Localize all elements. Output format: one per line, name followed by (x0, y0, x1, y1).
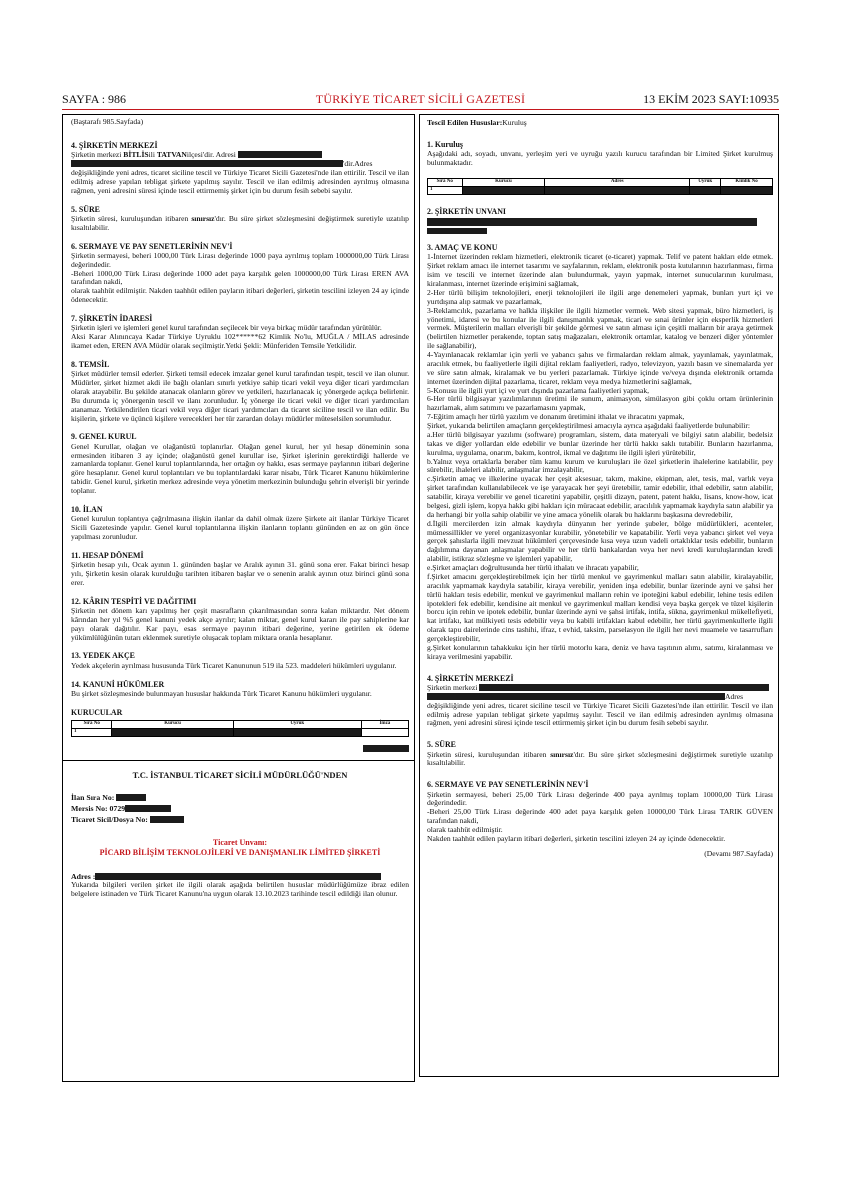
section-text: Adres (427, 693, 773, 702)
section-text: Aşağıdaki adı, soyadı, unvanı, yerleşim yeri ve uyruğu yazılı kurucu tarafından bir Limited Şirket kurulmuş bulunmaktadır. (427, 149, 773, 167)
section-temsil (71, 360, 409, 424)
table-header: Uyruk (233, 720, 361, 728)
signature-cell (361, 728, 408, 736)
section-text: Şirketin işleri ve işlemleri genel kurul tarafından seçilecek bir veya birkaç müdür tarafından yürütülür. (71, 323, 382, 333)
section-idare (71, 314, 409, 351)
purpose-item: a.Her türlü bilgisayar yazılımı (software) programları, sistem, data materyali ve bilgiyi satın alabilir, bedelsiz takas ve diğer yollardan elde edebilir ve bunlar üzerinde her türlü hakkı saklı tutabilir. Bunların hazırlanma, kurulma, uygulama, onarım, bakım, kontrol, ikmal ve dağıtımı ile ilgili işleri yürütebilir, (427, 429, 773, 457)
section-text: Şirketin net dönem karı yapılmış her çeşit masrafların çıkarılmasından sonra kalan miktardır. Net dönem kârından her yıl %5 genel kanuni yedek akçe ayrılır; kalan miktar, genel kurul kararı ile pay sahiplerine kar payı olarak dağıtılır. Kar payı, esas sermaye payının itibari değerine, yerine getirilen ek ödeme yükümlülüğünün tutarı eklenmek suretiyle oluşacak toplam miktara oranla hesaplanır. (71, 605, 409, 642)
unvan-label: Ticaret Unvanı: (212, 838, 268, 848)
section-ilan (71, 505, 409, 542)
purpose-item: 6-Her türlü bilgisayar yazılımlarının üretimi ile sunum, animasyon, simülasyon gibi çoklu ortam ürünlerinin hazırlamak, alım satımını ve pazarlamasını yapmak, (427, 394, 773, 413)
table-cell: 1 (428, 186, 463, 194)
table-header: İmza (361, 720, 408, 728)
page-number: SAYFA : 986 (62, 92, 127, 106)
table-cell: 1 (72, 728, 112, 736)
section-text: Şirketin sermayesi, beheri 1000,00 Türk Lirası değerinde 1000 paya ayrılmış toplam 1000000,00 Türk Lirası değerindedir. (71, 250, 409, 269)
section-title: 8. TEMSİL (71, 359, 110, 369)
section-text: değişikliğinde yeni adres, ticaret siciline tescil ve Türkiye Ticaret Sicili Gazetesi'nde ilan ettirilir. Tescil ve ilan edilmiş adrese yapılan tebligat şirkete yapılmış sayılır. Tescil ve ilan edilmiş adresinden ayrılmış olmasına rağmen, yeni adresini süresi içinde tescil ettirmemiş şirket için bu durum fesih sebebi sayılır. (71, 167, 409, 195)
redacted-cell (233, 728, 361, 736)
redacted-cell (112, 728, 233, 736)
section-sermaye (71, 242, 409, 306)
section-yedek-akce (71, 651, 409, 670)
ad-divider (63, 760, 414, 761)
section-kanuni (71, 680, 409, 699)
section-sure-right (427, 740, 773, 768)
section-title: 3. AMAÇ VE KONU (427, 243, 498, 253)
section-title: 9. GENEL KURUL (71, 432, 137, 442)
redacted-signature (363, 745, 409, 752)
section-hesap-donemi (71, 551, 409, 588)
table-header: Kurucu (112, 720, 233, 728)
section-kar (71, 597, 409, 643)
section-text: Şirketin süresi, kuruluşundan itibaren sınırsız'dır. Bu süre şirket sözleşmesini değiştirmek suretiyle uzatılıp kısaltılabilir. (71, 213, 409, 232)
section-text: olarak taahhüt edilmiştir. Nakden taahhüt edilen payların itibari değerleri, şirketin tescilini izleyen 24 ay içinde ödenecektir. (71, 286, 409, 305)
table-header: Kimlik No (721, 178, 773, 186)
redacted-cell (462, 186, 545, 194)
section-title: 7. ŞİRKETİN İDARESİ (71, 314, 153, 323)
purpose-item: Şirket, yukarıda belirtilen amaçların gerçekleştirilmesi amacıyla ayrıca aşağıdaki faaliyetlerde bulunabilir: (427, 421, 751, 430)
table-header: Kurucu (462, 178, 545, 186)
adres-line: Adres : (71, 872, 409, 881)
section-title: 4. ŞİRKETİN MERKEZİ (427, 673, 514, 683)
issue-date: 13 EKİM 2023 SAYI:10935 (643, 92, 779, 106)
left-column (62, 114, 415, 1082)
section-title: 6. SERMAYE VE PAY SENETLERİNİN NEV'İ (71, 241, 233, 251)
purpose-item: f.Şirket amacını gerçekleştirebilmek için her türlü menkul ve gayrimenkul malları satın alabilir, kiralayabilir, aracılık yapmamak kaydıyla satabilir, kiraya verebilir, yeniden inşa edebilir, bunlar üzerinde ayni ve şahsi her türlü hakları tesis edebilir, menkul ve gayrimenkul malların rehin ve ipoteğini kabul edebilir, lehine tesis edilen ipotekleri fek edebilir, kendisine ait menkul ve gayrimenkul malları kendisi veya başka gerçek ve tüzel kişilerin borcu için rehin ve ipotek edebilir, bunlar üzerinde ayni ve şahsi irtifak, intifa, sükna, gayrimenkul mükellefiyeti, kat irtifakı, kat mülkiyeti tesis edebilir veya bu kabili irtifakları kabul edebilir, her türlü gayrimenkullerle ilgili olarak tapu dairelerinde cins tashihi, ifraz, t evhid, taksim, parselasyon ile ilgili her nevi muamele ve tasarrufları gerçekleştirebilir, (427, 571, 773, 643)
section-title: 10. İLAN (71, 504, 103, 514)
sicil-no: Ticaret Sicil/Dosya No: (71, 815, 409, 824)
purpose-item: b.Yalnız veya ortaklarla beraber tüm kamu kurum ve kuruluşları ile özel şirketlerin ihalelerine katılabilir, pey sürebilir, ihaleleri alabilir, anlaşmalar imzalayabilir, (427, 456, 773, 475)
founder-table (427, 178, 773, 195)
section-kurulus (427, 140, 773, 195)
section-title: 4. ŞİRKETİN MERKEZİ (71, 140, 158, 150)
section-text: Şirketin merkezi BİTLİSili TATVANilçesi'dir. Adresi (71, 151, 409, 160)
section-text: Nakden taahhüt edilen payların itibari değerleri, şirketin tescilini izleyen 24 ay içinde ödenecektir. (427, 833, 726, 843)
purpose-item: g.Şirket konularının tahakkuku için her türlü motorlu kara, deniz ve hava taşıtının alımı, satımı, kiralanması ve kiraya verilmesini yapabilir. (427, 642, 773, 661)
section-kurucular (71, 708, 409, 754)
section-text: Şirketin hesap yılı, Ocak ayının 1. gününden başlar ve Aralık ayının 31. günü sona erer. Fakat birinci hesap yılı, Şirketin kesin olarak kurulduğu tarihten itibaren başlar ve o senenin aralık ayının otuz birinci günü sona erer. (71, 560, 409, 587)
registry-block (71, 771, 409, 899)
section-text: Şirketin süresi, kuruluşundan itibaren sınırsız'dır. Bu süre şirket sözleşmesini değiştirmek suretiyle uzatılıp kısaltılabilir. (427, 749, 773, 768)
section-sermaye-right (427, 780, 773, 844)
directorate-title: T.C. İSTANBUL TİCARET SİCİLİ MÜDÜRLÜĞÜ'NDEN (132, 769, 348, 780)
purpose-item: 5-Konusu ile ilgili yurt içi ve yurt dışında pazarlama faaliyetleri yapmak, (427, 385, 650, 395)
tescil-line: Tescil Edilen Hususlar:Kuruluş (427, 118, 527, 127)
section-title: KURUCULAR (71, 707, 123, 717)
section-genel-kurul (71, 432, 409, 496)
continued-to: (Devamı 987.Sayfada) (704, 848, 773, 858)
section-text: olarak taahhüt edilmiştir. (427, 825, 503, 834)
section-merkez (71, 141, 409, 196)
right-column (419, 114, 779, 1077)
purpose-item: e.Şirket amaçları doğrultusunda her türlü ithalatı ve ihracatı yapabilir, (427, 563, 639, 572)
section-text: Aksi Karar Alınıncaya Kadar Türkiye Uyruklu 102******62 Kimlik No'lu, MUĞLA / MİLAS adresinde ikamet eden, EREN AVA Müdür olarak seçilmiştir.Yetki Şekli: Münferiden Temsile Yetkilidir. (71, 332, 409, 350)
purpose-item: 2-Her türlü bilişim teknolojileri, enerji teknolojileri ile ilgili arge denemeleri yapmak, bunları yurt içi ve yurtdışına alıp satmak ve pazarlamak, (427, 287, 773, 306)
ilan-no: İlan Sıra No: (71, 793, 409, 802)
page-header (62, 92, 779, 106)
section-merkez-right (427, 674, 773, 729)
table-header: Sıra No (428, 178, 463, 186)
section-text: Genel kurulun toplantıya çağrılmasına ilişkin ilanlar da dahil olmak üzere Şirkete ait ilanlar Türkiye Ticaret Sicili Gazetesinde yapılır. Genel kurul toplantılarına ilişkin ilanların toplantı gününden en az on gün önce yapılması zorunludur. (71, 514, 409, 541)
section-text: değişikliğinde yeni adres, ticaret siciline tescil ve Türkiye Ticaret Sicili Gazetesi'nde ilan ettirilir. Tescil ve ilan edilmiş adrese yapılan tebligat şirkete yapılmış sayılır. Tescil ve ilan edilmiş adresinden ayrılmış olmasına rağmen, yeni adresini süresi içinde tescil ettirmemiş şirket için bu durum fesih sebebi sayılır. (427, 700, 773, 728)
continued-from: (Baştarafı 985.Sayfada) (71, 117, 144, 126)
table-header: Uyruk (690, 178, 721, 186)
section-title: 14. KANUNİ HÜKÜMLER (71, 679, 165, 689)
gazette-title: TÜRKİYE TİCARET SİCİLİ GAZETESİ (315, 92, 526, 106)
section-title: 1. Kuruluş (427, 139, 463, 149)
section-text: Yedek akçelerin ayrılması hususunda Türk Ticaret Kanununun 519 ila 523. maddeleri hükümleri uygulanır. (71, 660, 397, 670)
section-title: 6. SERMAYE VE PAY SENETLERİNİN NEV'İ (427, 780, 589, 790)
section-text: Şirketin merkezi (427, 684, 773, 693)
redacted-title (427, 218, 757, 226)
section-unvan (427, 207, 773, 234)
redacted-cell (690, 186, 721, 194)
purpose-item: c.Şirketin amaç ve ilkelerine uyacak her çeşit aksesuar, takım, makine, ekipman, alet, tesis, mal, varlık veya şirket tarafından kullanılabilecek ve işe yarayacak her şeyi üretebilir, tamir edebilir, ithal edebilir, satın alabilir, satabilir, kiraya verebilir ve genel ticaretini yapabilir, çeşitli dizayn, patent, patent hakkı, lisans, know-how, icat belgesi, gizli işlem, kopya hakkı gibi hakları için müracaat edebilir, aracılılık yapmamak kaydıyla satın alabilir ya da herhangi bir yolla sahip olabilir ve yine amaca yönelik olarak bu haklarını başkasına devredebilir, (427, 474, 773, 519)
redacted-title (427, 228, 487, 234)
table-header: Adres (545, 178, 690, 186)
section-title: 12. KÂRIN TESPİTİ VE DAĞITIMI (71, 596, 197, 606)
mersis-no: Mersis No: 0729 (71, 804, 409, 813)
section-title: 2. ŞİRKETİN UNVANI (427, 206, 506, 216)
section-title: 5. SÜRE (71, 204, 100, 214)
company-name: PİCARD BİLİŞİM TEKNOLOJİLERİ VE DANIŞMANLIK LİMİTED ŞİRKETİ (99, 848, 381, 858)
purpose-item: 1-İnternet üzerinden reklam hizmetleri, elektronik ticaret (e-ticaret) yapmak. Telif ve patent hakları elde etmek. Şirket reklam amacı ile internet tasarımı ve sayfalarının, reklam, elektronik posta kutularının hazırlanması, firma isim ve tescili ve internet üzerinde alan bulundurmak, yayın yapmak, internet sunucularının kurulması, kiralanması, internet üzerinde erişimini sağlamak, (427, 252, 773, 288)
section-title: 11. HESAP DÖNEMİ (71, 550, 144, 560)
section-title: 5. SÜRE (427, 740, 456, 750)
purpose-item: d.İlgili mercilerden izin almak kaydıyla dünyanın her yerinde şubeler, bölge müdürlükleri, acenteler, mümessillikler ve yerel organizasyonlar kurabilir, yönetebilir ve kapatabilir. Yerli veya yabancı şirket vel veya gerçek şahıslarla ilgili mevzuat hükümleri çerçevesinde kısa veya uzun vadeli ortaklıklar tesis edebilir, bunların dağılımına dayanan anlaşmalar yapabilir ve her türlü bankalardan veya her nevi kredi kuruluşlarından kredi alabilir, istikraz sözleşme ve işlemleri yapabilir, (427, 518, 773, 564)
founders-table (71, 720, 409, 737)
section-title: 13. YEDEK AKÇE (71, 651, 135, 661)
redacted-address (71, 160, 343, 167)
section-text: Şirketin sermayesi, beheri 25,00 Türk Lirası değerinde 400 paya ayrılmış toplam 10000,00 Türk Lirası değerindedir. (427, 789, 773, 808)
section-text: 'dir.Adres (71, 160, 409, 169)
redacted-cell (721, 186, 773, 194)
section-text: -Beheri 1000,00 Türk Lirası değerinde 1000 adet paya karşılık gelen 1000000,00 Türk Lirası EREN AVA tarafından nakdi, (71, 268, 409, 287)
section-text: Genel Kurullar, olağan ve olağanüstü toplanırlar. Olağan genel kurul, her yıl hesap döneminin sona ermesinden itibaren 3 ay içinde; olağanüstü genel kurullar ise, Şirket işlerinin gerektirdiği hallerde ve zamanlarda toplanır. Genel kurul toplantılarında, her ortağın oy hakkı, esas sermaye paylarının itibari değerine göre hesaplanır. Genel kurul toplantıları ve bu toplantılardaki karar nisabı, Türk Ticaret Kanunu hükümlerine tabidir. Genel kurul, şirketin merkez adresinde veya yönetim merkezinin bulunduğu şehrin elverişli bir yerinde toplanır. (71, 441, 409, 495)
section-amac (427, 243, 773, 662)
section-text: Şirket müdürler temsil ederler. Şirketi temsil edecek imzalar genel kurul tarafından tespit, tescil ve ilan olunur. Müdürler, şirket hizmet akdi ile bağlı olanları sınırlı yetkiye sahip ticari vekil veya diğer ticari yardımcıları olarak atayabilir. Bu şekilde atanacak olanların görev ve yetkileri, hazırlanacak iç yönergede açıkça belirlenir. Bu durumda iç yönergenin tescil ve ilanı zorunludur. İç yönerge ile ticari vekil ve diğer ticari yardımcıları atanamaz. Yetkilendirilen ticari vekil veya diğer ticari yardımcıları da ticaret siciline tescil ve ilan edilir. Bu kişilerin, şirkete ve üçüncü kişilere verecekleri her tür zarardan dolayı müdürler müteselsilen sorumludur. (71, 369, 409, 423)
section-text: -Beheri 25,00 Türk Lirası değerinde 400 adet paya karşılık gelen 10000,00 Türk Lirası TARIK GÜVEN tarafından nakdi, (427, 807, 773, 826)
section-text: Bu şirket sözleşmesinde bulunmayan hususlar hakkında Türk Ticaret Kanunu hükümleri uygulanır. (71, 688, 372, 698)
registry-text: Yukarıda bilgileri verilen şirket ile ilgili olarak aşağıda belirtilen hususlar müdürlüğümüze ibraz edilen belgelere istinaden ve Türk Ticaret Kanunu'na uygun olarak 13.10.2023 tarihinde tescil edildiği ilan olunur. (71, 879, 409, 898)
table-header: Sıra No (72, 720, 112, 728)
redacted-cell (545, 186, 690, 194)
purpose-item: 3-Reklamcılık, pazarlama ve halkla ilişkiler ile ilgili hizmetler vermek. Web sitesi yapmak, büro hizmetleri, iş yönetimi, idaresi ve bu konular ile ilgili danışmanlık yapmak, ticari ve sınai ürünler için eksperlik hizmetleri vermek. Müşterilerin malları elverişli bir şekilde görmesi ve satın alması için çeşitli malların bir araya getirmek (belirtilen hizmetler perakende, toptan satış mağazaları, elektronik ortamlar, katalog ve benzeri diğer yöntemler ile sağlanabilir), (427, 305, 773, 351)
section-sure (71, 205, 409, 233)
purpose-item: 4-Yayınlanacak reklamlar için yerli ve yabancı şahıs ve firmalardan reklam almak, yayınlamak, yayınlatmak, aracılık etmek, bu faaliyetlerle ilgili dijital reklam faaliyetleri, radyo, televizyon, yazılı basın ve sinemalarda yer ve süre satın almak, kiralamak ve bu yerleri pazarlamak. Türkiye içinde ve/veya dışında elektronik ortamda internet üzerinden dijital pazarlama, ticaret, reklam veya medya hizmetlerini sağlamak, (427, 350, 773, 386)
header-rule (62, 109, 779, 110)
purpose-item: 7-Eğitim amaçlı her türlü yazılım ve donanım üretimini ithalat ve ihracatını yapmak, (427, 412, 685, 422)
redacted-address (238, 151, 322, 158)
